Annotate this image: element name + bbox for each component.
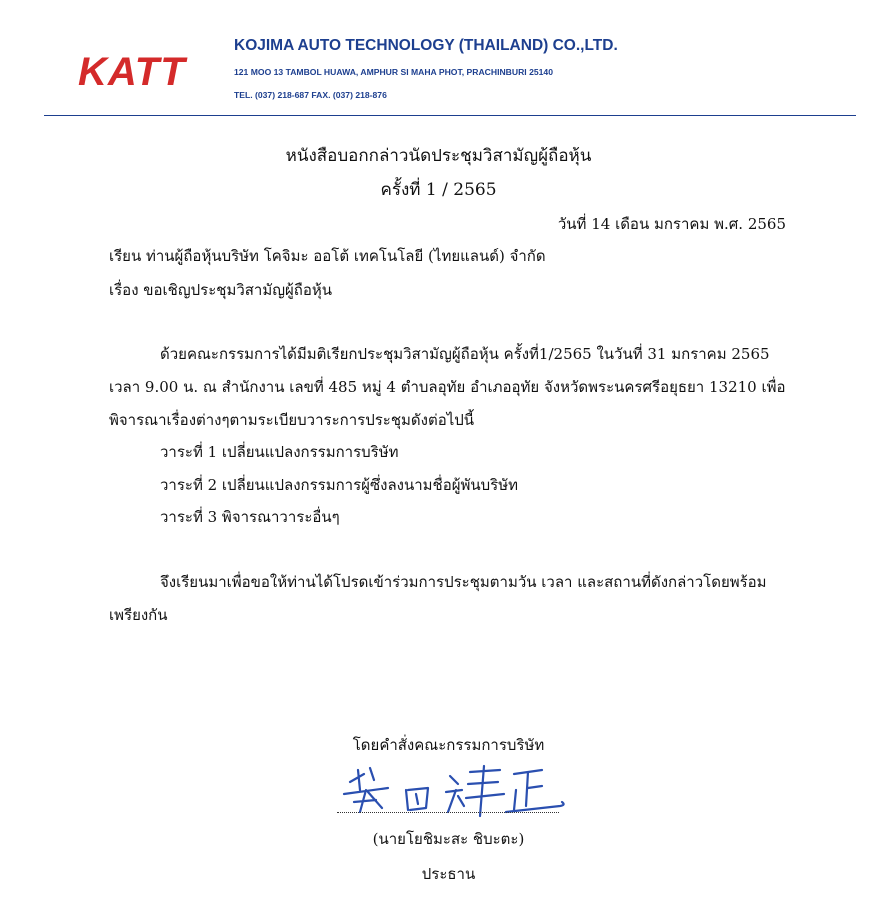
letter-date: วันที่ 14 เดือน มกราคม พ.ศ. 2565	[557, 215, 786, 233]
signer-position: ประธาน	[421, 865, 476, 883]
letter-recipient: เรียน ท่านผู้ถือหุ้นบริษัท โคจิมะ ออโต้ เทคโนโลยี (ไทยแลนด์) จำกัด	[109, 247, 546, 265]
closing-line: จึงเรียนมาเพื่อขอให้ท่านได้โปรดเข้าร่วมการประชุมตามวัน เวลา และสถานที่ดังกล่าวโดยพร้อม	[160, 573, 767, 591]
signature-line	[337, 812, 559, 813]
letter-title: หนังสือบอกกล่าวนัดประชุมวิสามัญผู้ถือหุ้น	[285, 146, 592, 166]
closing-line: เพรียงกัน	[109, 606, 168, 624]
company-name: KOJIMA AUTO TECHNOLOGY (THAILAND) CO.,LTD.	[234, 37, 618, 54]
letter-subject: เรื่อง ขอเชิญประชุมวิสามัญผู้ถือหุ้น	[109, 281, 333, 299]
agenda-item: วาระที่ 3 พิจารณาวาระอื่นๆ	[160, 508, 340, 526]
body-line: พิจารณาเรื่องต่างๆตามระเบียบวาระการประชุมดังต่อไปนี้	[109, 411, 475, 429]
agenda-item: วาระที่ 2 เปลี่ยนแปลงกรรมการผู้ซึ่งลงนามชื่อผู้พันบริษัท	[160, 476, 519, 494]
body-line: เวลา 9.00 น. ณ สำนักงาน เลขที่ 485 หมู่ 4 ตำบลอุทัย อำเภออุทัย จังหวัดพระนครศรีอยุธยา 13210 เพื่อ	[109, 378, 786, 396]
letter-subtitle: ครั้งที่ 1 / 2565	[380, 180, 497, 200]
agenda-item: วาระที่ 1 เปลี่ยนแปลงกรรมการบริษัท	[160, 443, 399, 461]
handwritten-signature	[330, 760, 570, 820]
company-phone-fax: TEL. (037) 218-687 FAX. (037) 218-876	[234, 90, 387, 100]
body-line: ด้วยคณะกรรมการได้มีมติเรียกประชุมวิสามัญผู้ถือหุ้น ครั้งที่1/2565 ในวันที่ 31 มกราคม 2565	[160, 345, 770, 363]
sign-by-text: โดยคำสั่งคณะกรรมการบริษัท	[352, 736, 545, 754]
company-address: 121 MOO 13 TAMBOL HUAWA, AMPHUR SI MAHA PHOT, PRACHINBURI 25140	[234, 67, 553, 77]
company-logo: KATT	[78, 50, 186, 94]
signer-name: (นายโยชิมะสะ ชิบะตะ)	[372, 830, 525, 848]
header-divider	[44, 115, 856, 116]
